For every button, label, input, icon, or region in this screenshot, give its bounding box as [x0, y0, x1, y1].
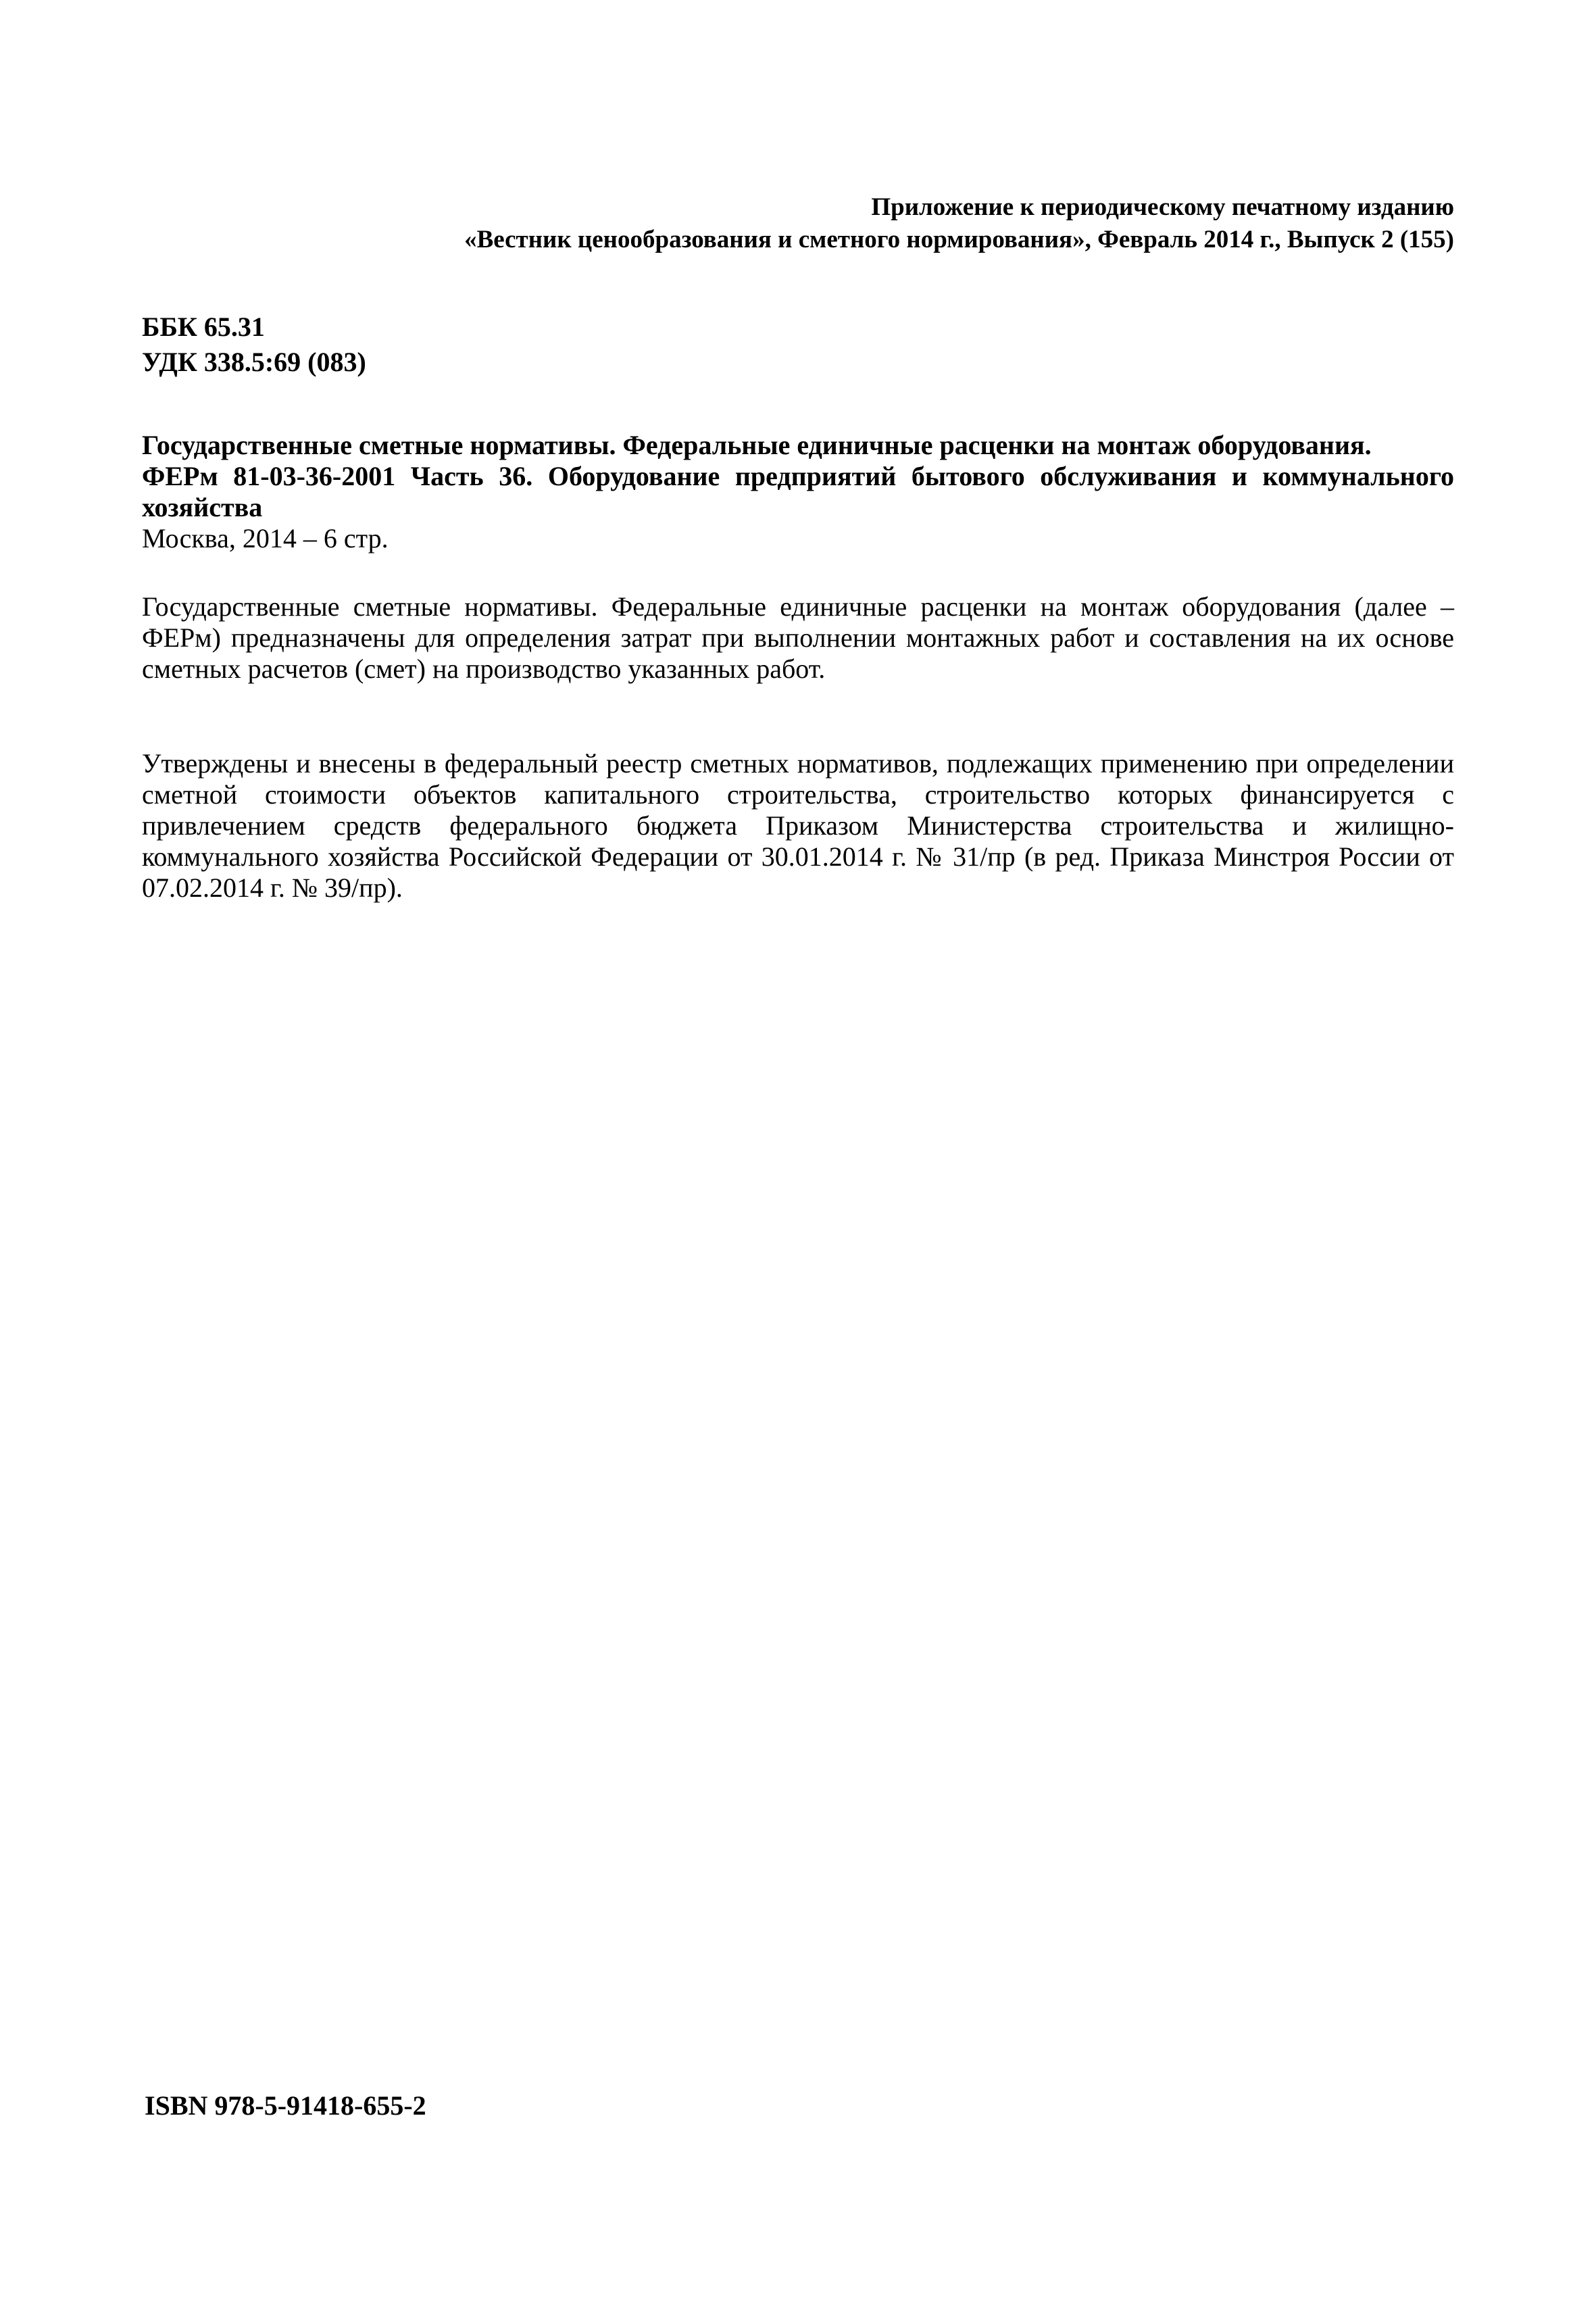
title-line-1: Государственные сметные нормативы. Федеральные единичные расценки на монтаж оборудования.: [142, 430, 1372, 460]
isbn-number: ISBN 978-5-91418-655-2: [145, 2090, 426, 2121]
approval-paragraph: Утверждены и внесены в федеральный реестр сметных нормативов, подлежащих применению при определении сметной стоимости объектов капитального строительства, строительство которых финансируется с привлечением средств федерального бюджета Приказом Министерства строительства и жилищно-коммунального хозяйства Российской Федерации от 30.01.2014 г. № 31/пр (в ред. Приказа Минстроя России от 07.02.2014 г. № 39/пр).: [142, 748, 1454, 903]
publication-place: Москва, 2014 – 6 стр.: [142, 523, 389, 553]
classification-codes: [142, 310, 366, 380]
title-line-3: хозяйства: [142, 492, 263, 522]
description-paragraph: Государственные сметные нормативы. Федеральные единичные расценки на монтаж оборудования (далее – ФЕРм) предназначены для определения затрат при выполнении монтажных работ и составления на их основе сметных расчетов (смет) на производство указанных работ.: [142, 591, 1454, 684]
bbk-code: ББК 65.31: [142, 312, 265, 342]
document-title-block: [142, 430, 1454, 554]
publication-header: [464, 191, 1454, 256]
header-line-1: Приложение к периодическому печатному изданию: [871, 193, 1454, 221]
title-line-2: ФЕРм 81-03-36-2001 Часть 36. Оборудование предприятий бытового обслуживания и коммунального: [142, 461, 1454, 491]
udk-code: УДК 338.5:69 (083): [142, 347, 366, 377]
header-line-2: «Вестник ценообразования и сметного нормирования», Февраль 2014 г., Выпуск 2 (155): [464, 226, 1454, 253]
